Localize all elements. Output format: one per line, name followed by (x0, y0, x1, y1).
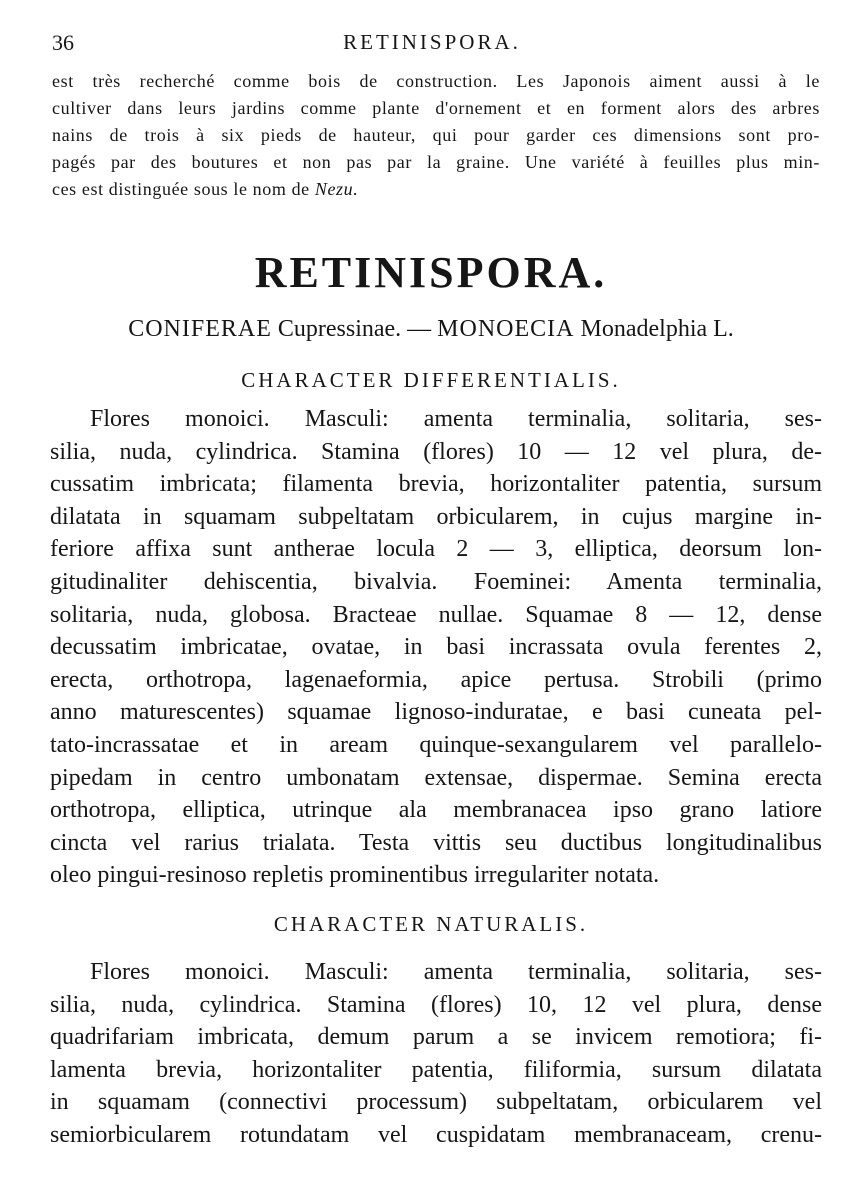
classification-dash: — (407, 316, 432, 342)
running-head: RETINISPORA. (343, 30, 521, 54)
body-line: Flores monoici. Masculi: amenta terminalia, solitaria, ses- (90, 406, 822, 432)
tribe-name: Cupressinae. (277, 316, 402, 342)
body-line: cussatim imbricata; filamenta brevia, horizontaliter patentia, sursum (50, 471, 822, 498)
body-line: quadrifariam imbricata, demum parum a se invicem remotiora; fi- (50, 1024, 822, 1051)
body-line: solitaria, nuda, globosa. Bracteae nullae. Squamae 8 — 12, dense (50, 601, 822, 628)
body-line: pipedam in centro umbonatam extensae, dispermae. Semina erecta (50, 764, 822, 791)
intro-line: est très recherché comme bois de construction. Les Japonois aiment aussi à le (52, 71, 820, 91)
page-header (52, 30, 812, 60)
variety-name: Nezu. (314, 179, 359, 199)
body-line: decussatim imbricatae, ovatae, in basi incrassata ovula ferentes 2, (50, 634, 822, 661)
body-line: dilatata in squamam subpeltatam orbicularem, in cujus margine in- (50, 503, 822, 530)
intro-line: cultiver dans leurs jardins comme plante d'ornement et en forment alors des arbres (52, 98, 820, 118)
naturalis-heading: CHARACTER NATURALIS. (273, 912, 589, 936)
page-number: 36 (52, 30, 74, 55)
intro-line: nains de trois à six pieds de hauteur, qui pour garder ces dimensions sont pro- (52, 125, 820, 145)
body-line: feriore affixa sunt antherae locula 2 — 3, elliptica, deorsum lon- (50, 536, 822, 563)
body-line: silia, nuda, cylindrica. Stamina (flores) 10, 12 vel plura, dense (50, 991, 822, 1018)
body-line: erecta, orthotropa, lagenaeformia, apice pertusa. Strobili (primo (50, 666, 822, 693)
body-line: lamenta brevia, horizontaliter patentia, filiformia, sursum dilatata (50, 1056, 822, 1083)
body-line: tato-incrassatae et in aream quinque-sexangularem vel parallelo- (50, 731, 822, 758)
body-line: gitudinaliter dehiscentia, bivalvia. Foeminei: Amenta terminalia, (50, 568, 822, 595)
classification-line (0, 316, 862, 343)
body-line: silia, nuda, cylindrica. Stamina (flores) 10 — 12 vel plura, de- (50, 438, 822, 465)
family-name: CONIFERAE (128, 316, 272, 342)
intro-line-text: ces est distinguée sous le nom de (52, 179, 315, 199)
body-line: oleo pingui-resinoso repletis prominentibus irregulariter notata. (50, 862, 660, 889)
intro-line: pagés par des boutures et non pas par la graine. Une variété à feuilles plus min- (52, 152, 820, 172)
order-name: Monadelphia (580, 316, 708, 342)
differential-text (50, 403, 822, 892)
body-line: cincta vel rarius trialata. Testa vittis seu ductibus longitudinalibus (50, 829, 822, 856)
intro-paragraph (52, 68, 820, 203)
author-abbrev: L. (713, 316, 734, 342)
intro-line-last (52, 176, 820, 203)
class-name: MONOECIA (437, 316, 575, 342)
body-line: in squamam (connectivi processum) subpeltatam, orbicularem vel (50, 1089, 822, 1116)
body-line: semiorbicularem rotundatam vel cuspidatam membranaceam, crenu- (50, 1121, 822, 1148)
body-line: orthotropa, elliptica, utrinque ala membranacea ipso grano latiore (50, 797, 822, 824)
naturalis-text (50, 956, 822, 1152)
genus-title: RETINISPORA. (254, 248, 608, 297)
differential-heading: CHARACTER DIFFERENTIALIS. (241, 368, 621, 392)
body-line: Flores monoici. Masculi: amenta terminalia, solitaria, ses- (90, 959, 822, 985)
body-line: anno maturescentes) squamae lignoso-induratae, e basi cuneata pel- (50, 699, 822, 726)
